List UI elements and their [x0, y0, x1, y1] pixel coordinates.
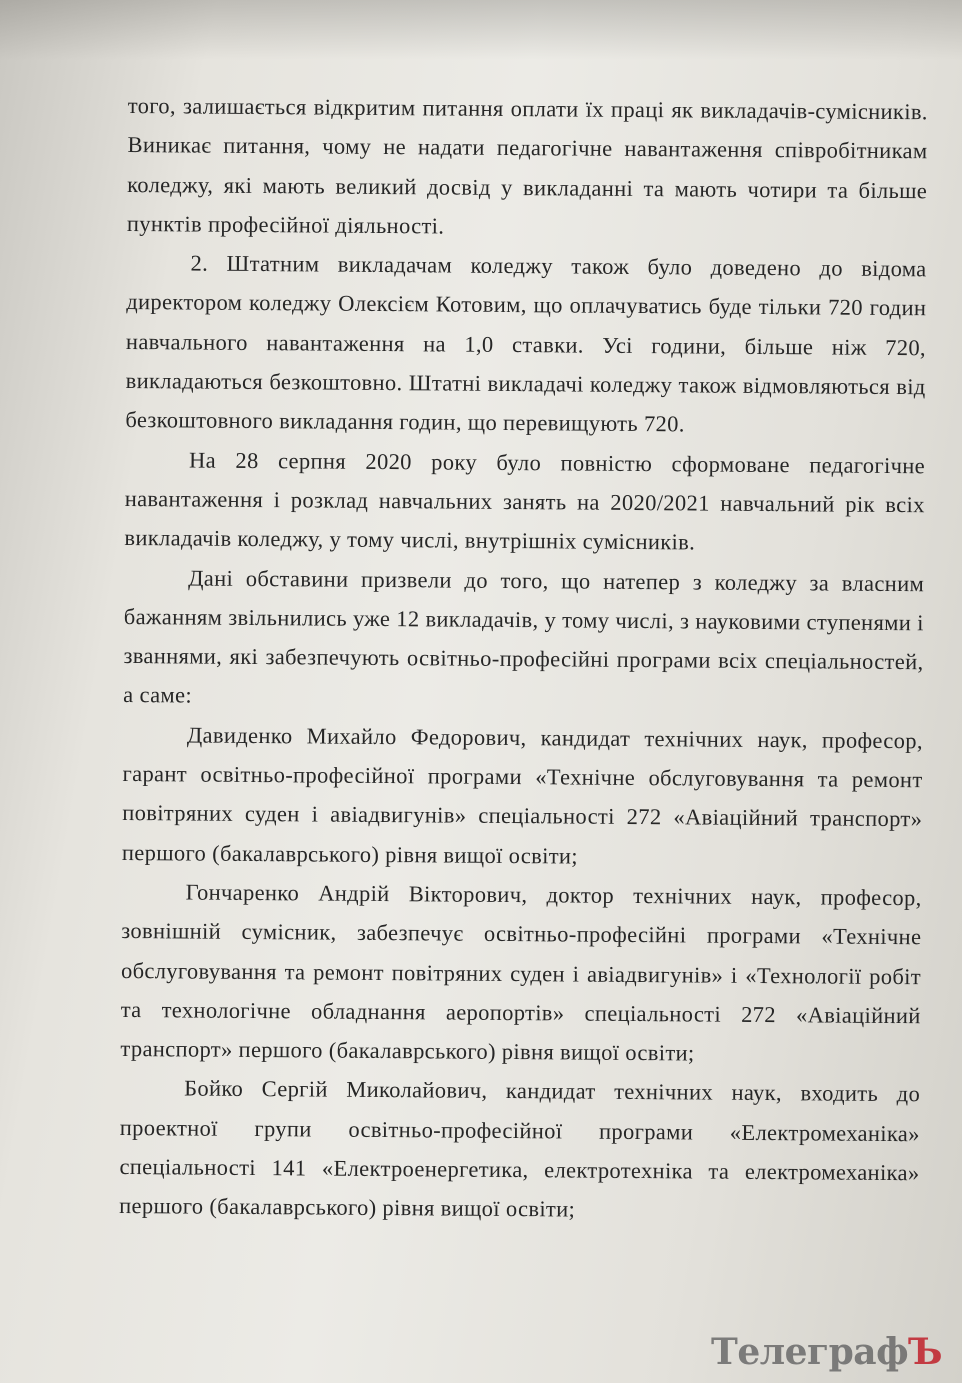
page-fold-shadow: [0, 0, 962, 60]
watermark-accent: Ъ: [908, 1331, 942, 1373]
paragraph-honcharenko: Гончаренко Андрій Вікторович, доктор технічних наук, професор, зовнішній сумісник, забезпечує освітньо-професійні програми «Технічне обслуговування та ремонт повітряних суден і авіадвигунів» і «Технології робіт та технологічне обладнання аеропортів» спеціальності 272 «Авіаційний транспорт» першого (бакалаврського) рівня вищої освіти;: [120, 879, 922, 1066]
paragraph-continuation: того, залишається відкритим питання оплати їх праці як викладачів-сумісників. Виникає питання, чому не надати педагогічне навантаження співробітникам коледжу, які мають великий досвід у викладанні та мають чотири та більше пунктів професійної діяльності.: [126, 92, 928, 239]
paragraph-point-2: 2. Штатним викладачам коледжу також було доведено до відома директором коледжу Олексієм Котовим, що оплачуватись буде тільки 720 годин навчального навантаження на 1,0 ставки. Усі години, більше ніж 720, викладаються безкоштовно. Штатні викладачі коледжу також відмовляються від безкоштовного викладання годин, що перевищують 720.: [125, 250, 927, 437]
paragraph-circumstances: Дані обставини призвели до того, що натепер з коледжу за власним бажанням звільнились уже 12 викладачів, у тому числі, з науковими ступенями і званнями, які забезпечують освітньо-професійні програми всіх спеціальностей, а саме:: [123, 565, 925, 708]
watermark-text: Телеграф: [711, 1331, 909, 1373]
paragraph-boiko: Бойко Сергій Миколайович, кандидат технічних наук, входить до проектної групи освітньо-професійної програми «Електромеханіка» спеціальності 141 «Електроенергетика, електротехніка та електромеханіка» першого (бакалаврського) рівня вищої освіти;: [119, 1075, 921, 1222]
document-body: [119, 86, 928, 1232]
paragraph-schedule: На 28 серпня 2020 року було повністю сформоване педагогічне навантаження і розклад навчальних занять на 2020/2021 навчальний рік всіх викладачів коледжу, у тому числі, внутрішніх сумісників.: [124, 447, 926, 555]
paragraph-davydenko: Давиденко Михайло Федорович, кандидат технічних наук, професор, гарант освітньо-професійної програми «Технічне обслуговування та ремонт повітряних суден і авіадвигунів» спеціальності 272 «Авіаційний транспорт» першого (бакалаврського) рівня вищої освіти;: [121, 722, 923, 869]
telegraf-watermark-logo: [711, 1331, 942, 1373]
